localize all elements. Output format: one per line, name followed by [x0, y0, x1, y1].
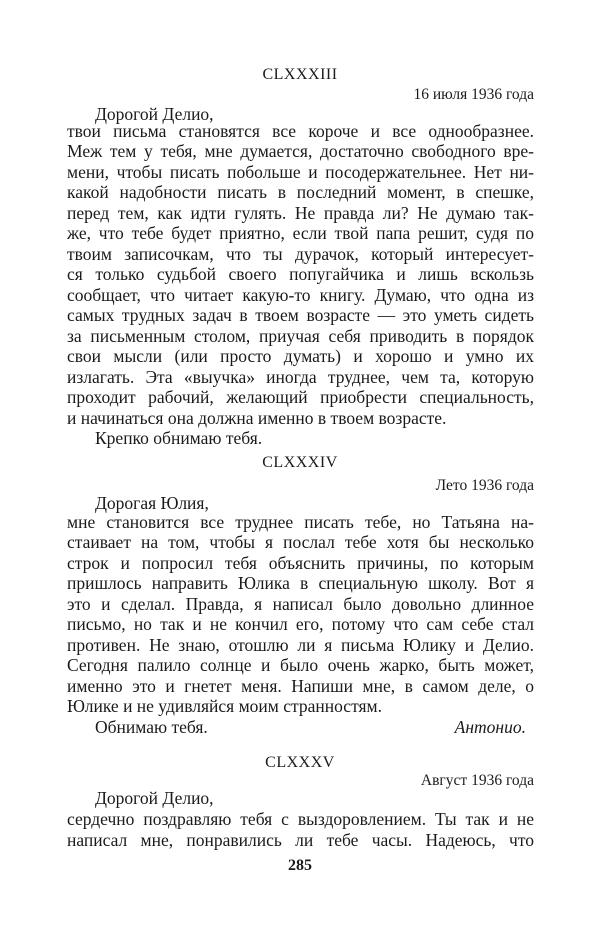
text-line: именно это и гнетет меня. Напиши мне, в самом деле, о [67, 676, 534, 696]
text-line: твои письма становятся все короче и все однообразнее. [67, 121, 534, 141]
text-line: перед тем, как идти гулять. Не правда ли? Не думаю так- [67, 203, 534, 223]
text-line: излагать. Эта «выучка» иногда труднее, чем та, которую [67, 367, 534, 387]
text-line: пришлось направить Юлика в специальную школу. Вот я [67, 573, 534, 593]
text-line: противен. Не знаю, отошлю ли я письма Юлику и Делио. [67, 635, 534, 655]
text-line: Меж тем у тебя, мне думается, достаточно свободного вре- [67, 141, 534, 161]
letter-number: CLXXXIII [262, 66, 338, 83]
text-line: мени, чтобы писать побольше и посодержательнее. Нет ни- [67, 162, 534, 182]
text-line: проходит рабочий, желающий приобрести специальность, [67, 387, 534, 407]
text-line: Сегодня палило солнце и было очень жарко, быть может, [67, 655, 534, 675]
letter-number: CLXXXIV [262, 454, 338, 471]
text-line: твоим записочкам, что ты дурачок, который интересует- [67, 244, 534, 264]
text-line: Юлике и не удивляйся моим странностям. [67, 696, 382, 716]
letter-date: Лето 1936 года [435, 477, 534, 494]
closing: Обнимаю тебя. [95, 717, 208, 737]
text-line: написал мне, понравились ли тебе часы. Надеюсь, что [67, 830, 534, 850]
text-line: сердечно поздравляю тебя с выздоровлением. Ты так и не [67, 809, 534, 829]
text-line: сообщает, что читает какую-то книгу. Думаю, что одна из [67, 285, 534, 305]
salutation: Дорогой Делио, [95, 788, 214, 808]
text-line: письмо, но так и не кончил его, потому что сам себе стал [67, 614, 534, 634]
text-line: строк и попросил тебя объяснить причины, по которым [67, 553, 534, 573]
closing: Крепко обнимаю тебя. [95, 428, 263, 448]
letter-date: 16 июля 1936 года [413, 86, 534, 103]
salutation: Дорогая Юлия, [95, 493, 209, 513]
page-number: 285 [288, 857, 312, 874]
letter-date: Август 1936 года [420, 772, 534, 789]
text-line: свои мысли (или просто думать) и хорошо и умно их [67, 346, 534, 366]
text-line: ся только судьбой своего попугайчика и лишь вскользь [67, 264, 534, 284]
signature: Антонио. [454, 717, 526, 737]
text-line: за письменным столом, приучая себя приводить в порядок [67, 326, 534, 346]
text-line: это и сделал. Правда, я написал было довольно длинное [67, 594, 534, 614]
text-line: мне становится все труднее писать тебе, но Татьяна на- [67, 512, 534, 532]
salutation: Дорогой Делио, [95, 104, 214, 124]
text-line: и начинаться она должна именно в твоем возрасте. [67, 408, 447, 428]
letter-number: CLXXXV [265, 754, 335, 771]
text-line: какой надобности писать в последний момент, в спешке, [67, 182, 534, 202]
text-line: самых трудных задач в твоем возрасте — это уметь сидеть [67, 305, 534, 325]
text-line: стаивает на том, чтобы я послал тебе хотя бы несколько [67, 532, 534, 552]
text-line: же, что тебе будет приятно, если твой папа решит, судя по [67, 223, 534, 243]
